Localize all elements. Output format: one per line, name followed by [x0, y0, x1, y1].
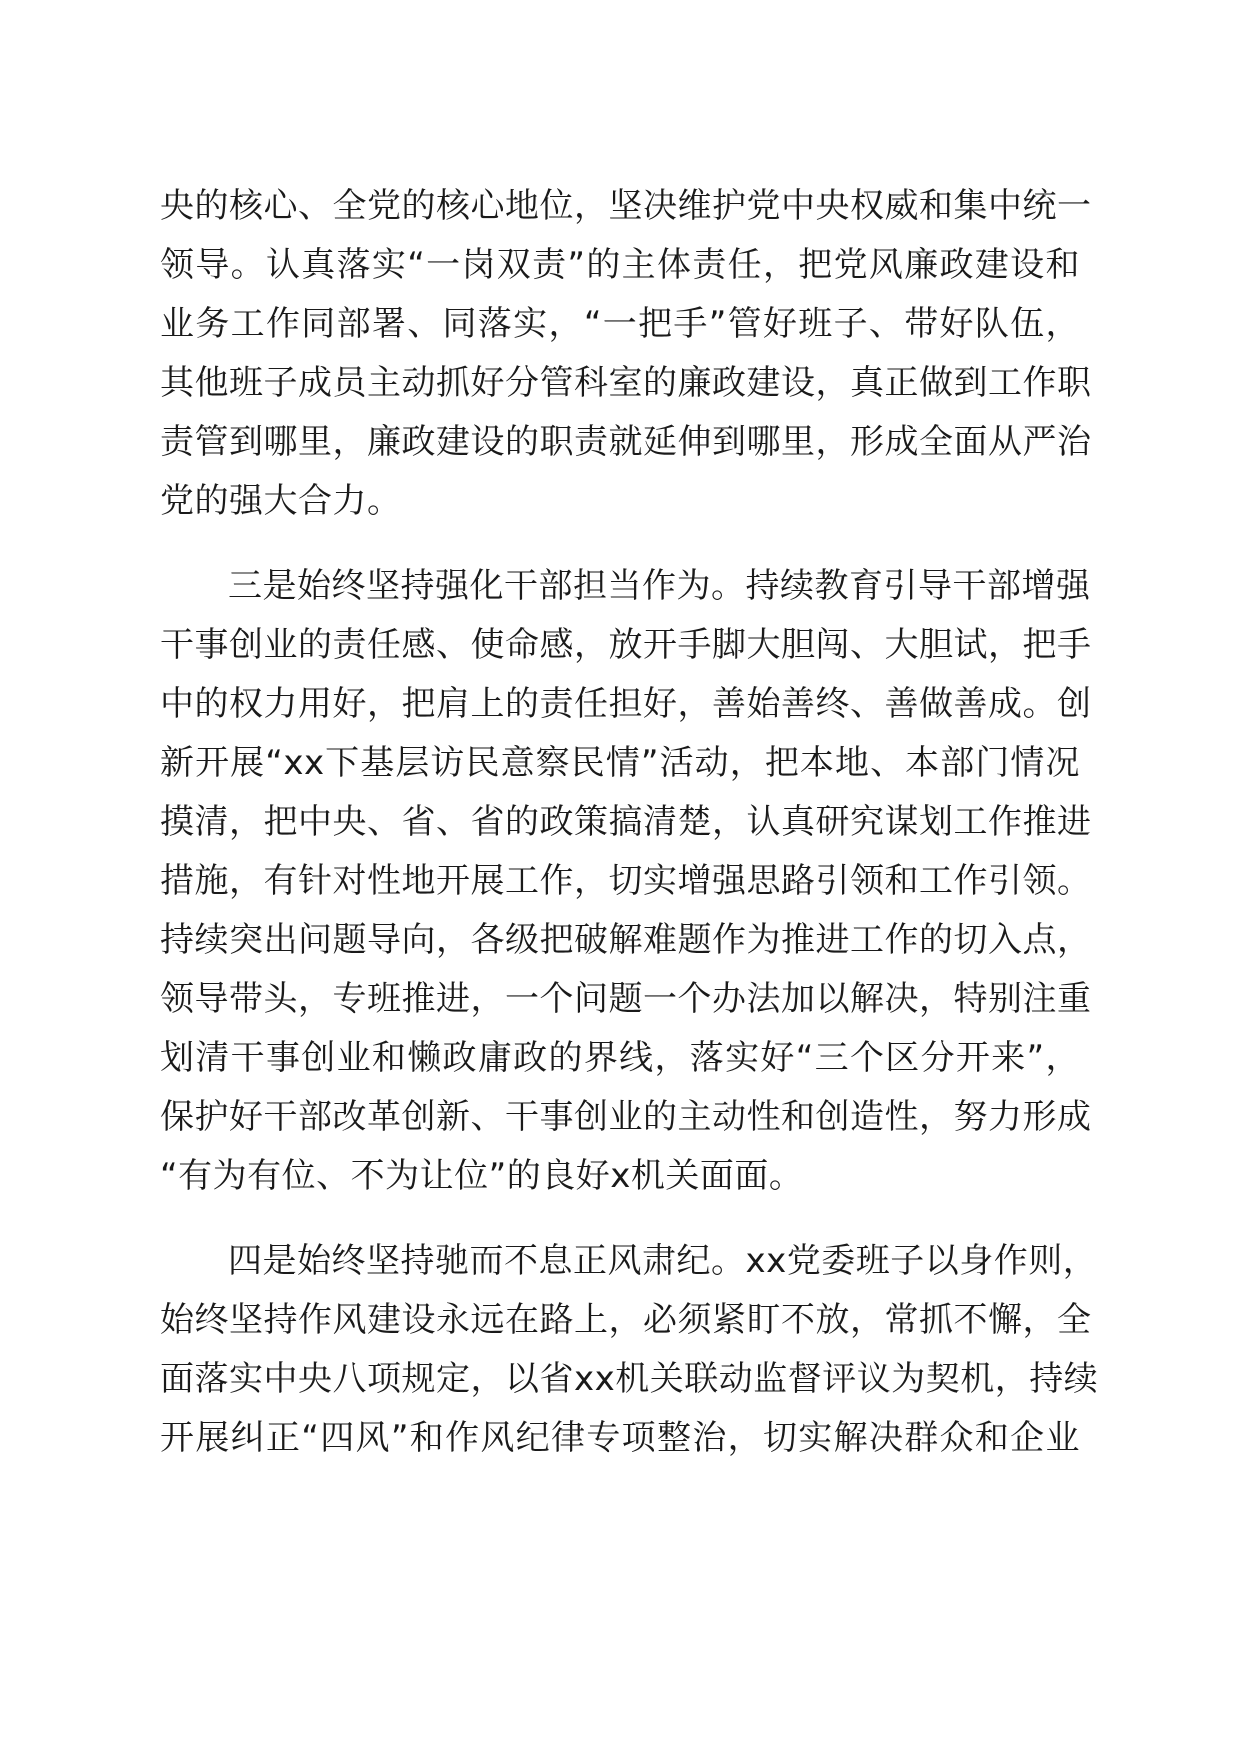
text-line: 三是始终坚持强化干部担当作为。持续教育引导干部增强: [228, 566, 1091, 606]
text-line: 领导带头，专班推进，一个问题一个办法加以解决，特别注重: [160, 979, 1092, 1019]
text-line: 其他班子成员主动抓好分管科室的廉政建设，真正做到工作职: [160, 363, 1092, 403]
paragraph-gap: [160, 531, 1080, 557]
text-line: 领导。认真落实“一岗双责”的主体责任，把党风廉政建设和: [160, 245, 1080, 285]
text-line: 开展纠正“四风”和作风纪律专项整治，切实解决群众和企业: [160, 1418, 1080, 1458]
text-line: 四是始终坚持驰而不息正风肃纪。xx党委班子以身作则，: [228, 1241, 1098, 1281]
paragraph-gap: [160, 1206, 1080, 1232]
text-line: 面落实中央八项规定，以省xx机关联动监督评议为契机，持续: [160, 1359, 1099, 1399]
paragraph-3: [160, 1232, 1099, 1468]
document-body: [160, 177, 1099, 1468]
text-line: 央的核心、全党的核心地位，坚决维护党中央权威和集中统一: [160, 186, 1092, 226]
text-line: 摸清，把中央、省、省的政策搞清楚，认真研究谋划工作推进: [160, 802, 1092, 842]
text-line: 新开展“xx下基层访民意察民情”活动，把本地、本部门情况: [160, 743, 1080, 783]
text-line: 业务工作同部署、同落实，“一把手”管好班子、带好队伍，: [160, 304, 1080, 344]
text-line: 干事创业的责任感、使命感，放开手脚大胆闯、大胆试，把手: [160, 625, 1092, 665]
text-line: 保护好干部改革创新、干事创业的主动性和创造性，努力形成: [160, 1097, 1092, 1137]
text-line: 措施，有针对性地开展工作，切实增强思路引领和工作引领。: [160, 861, 1092, 901]
paragraph-1: [160, 177, 1092, 531]
text-line: 始终坚持作风建设永远在路上，必须紧盯不放，常抓不懈，全: [160, 1300, 1092, 1340]
text-line: 责管到哪里，廉政建设的职责就延伸到哪里，形成全面从严治: [160, 422, 1092, 462]
text-line: 中的权力用好，把肩上的责任担好，善始善终、善做善成。创: [160, 684, 1092, 724]
text-line: 划清干事创业和懒政庸政的界线，落实好“三个区分开来”，: [160, 1038, 1080, 1078]
text-line: 持续突出问题导向，各级把破解难题作为推进工作的切入点，: [160, 920, 1092, 960]
text-line: “有为有位、不为让位”的良好x机关面面。: [160, 1156, 804, 1196]
text-line: 党的强大合力。: [160, 481, 402, 521]
paragraph-2: [160, 557, 1092, 1206]
